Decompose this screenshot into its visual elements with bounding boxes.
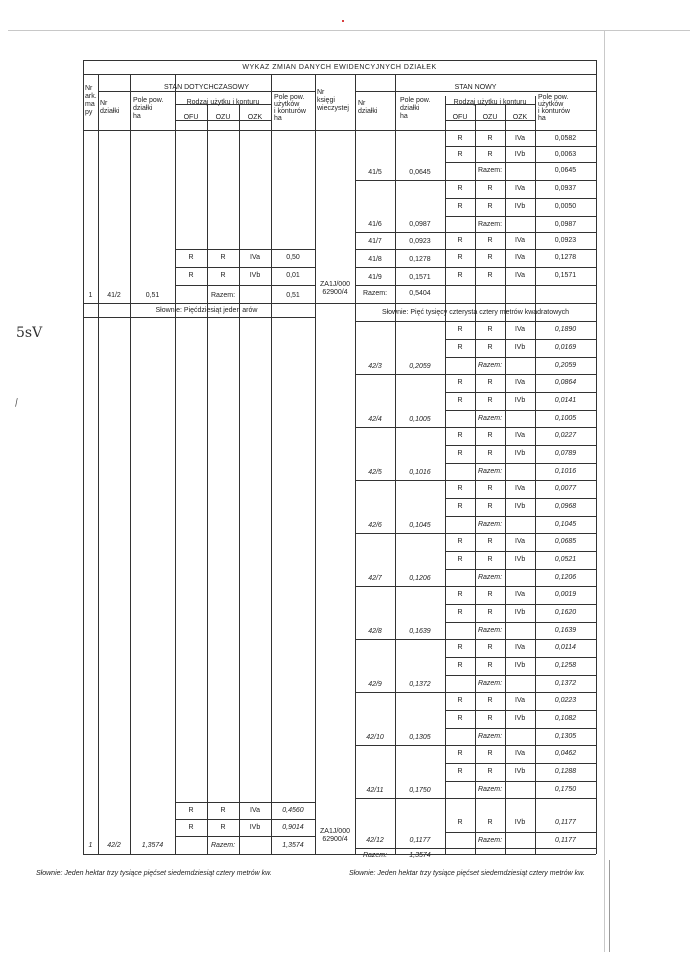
header-ozk: OZK — [247, 114, 263, 121]
header-nr-dzialki-new: Nr — [358, 100, 366, 107]
old2-uzytek-pole: 0,4560 — [282, 807, 304, 814]
new2-uzytek-pole: 0,0114 — [555, 644, 576, 651]
new-parcel-nr: 41/6 — [368, 221, 382, 228]
new2-razem-value: 0,1206 — [554, 574, 577, 581]
new2-razem-value: 0,1005 — [554, 415, 577, 422]
old-uzytek-pole: 0,01 — [286, 272, 300, 279]
new2-parcel-line — [355, 745, 596, 746]
column-line — [271, 74, 272, 854]
new2-razem-value: 0,1016 — [554, 468, 577, 475]
new2-parcel-pole: 0,1005 — [409, 416, 431, 423]
new2-uzytek-line — [445, 339, 596, 340]
new2-uzytek-pole: 0,0521 — [554, 556, 577, 563]
new2-uzytek-ofu: R — [457, 715, 463, 722]
new2-uzytek-ozk: IVb — [514, 397, 526, 404]
header-pole-pow: ha — [133, 113, 141, 120]
new2-razem-value: 0,1750 — [554, 786, 577, 793]
new2-uzytek-ozu: R — [487, 750, 493, 757]
new-uzytek-pole: 0,0063 — [554, 151, 577, 158]
old2-kw: ZA1J/000 — [320, 828, 350, 835]
slownie-old-1: Słownie: Pięćdziesiąt jeden arów — [155, 307, 258, 314]
new2-uzytek-pole: 0,1177 — [555, 819, 576, 826]
new2-uzytek-pole: 0,0685 — [554, 538, 577, 545]
new-parcel-nr: 41/7 — [368, 238, 382, 245]
new2-razem-value: 0,1372 — [554, 680, 577, 687]
new2-uzytek-ozk: IVa — [515, 432, 525, 439]
new-razem-label: Razem: — [477, 221, 503, 228]
new-uzytek-ozk: IVa — [515, 237, 525, 244]
new2-razem-label: Razem: — [477, 362, 503, 369]
new2-uzytek-ozk: IVb — [514, 715, 526, 722]
column-line — [98, 74, 99, 854]
new2-parcel-nr: 42/8 — [368, 628, 382, 635]
new2-uzytek-ozk: IVa — [515, 379, 525, 386]
old-uzytek-ozu: R — [220, 254, 226, 261]
new-parcel-line — [355, 232, 596, 233]
new2-uzytek-ozk: IVa — [515, 538, 525, 545]
new2-parcel-pole: 0,1750 — [409, 787, 431, 794]
column-line — [175, 74, 176, 854]
new-total-value: 0,5404 — [409, 290, 431, 297]
new2-uzytek-ozk: IVb — [514, 344, 526, 351]
old-ark: 1 — [88, 292, 93, 299]
new2-razem-value: 0,1305 — [554, 733, 577, 740]
new2-parcel-pole: 0,1639 — [409, 628, 431, 635]
header-nr-dzialki: działki — [100, 108, 120, 115]
new-uzytek-pole: 0,1571 — [554, 272, 577, 279]
new-uzytek-line — [445, 162, 596, 163]
new-uzytek-line — [445, 216, 596, 217]
new2-razem-label: Razem: — [477, 574, 503, 581]
new2-parcel-line — [355, 848, 596, 849]
new2-razem-label: Razem: — [477, 786, 503, 793]
new2-parcel-pole: 0,1016 — [409, 469, 431, 476]
column-line — [315, 74, 316, 854]
new-parcel-pole: 0,0987 — [409, 221, 431, 228]
new2-razem-label: Razem: — [477, 733, 503, 740]
new2-uzytek-ozk: IVa — [515, 326, 525, 333]
table-top-border — [83, 60, 596, 61]
new-razem-value: 0,0645 — [554, 167, 577, 174]
new2-uzytek-line — [445, 604, 596, 605]
header-nr-ark: ark. — [85, 93, 97, 100]
new2-parcel-line — [355, 374, 596, 375]
new2-parcel-nr: 42/9 — [368, 681, 382, 688]
new2-uzytek-ozu: R — [487, 397, 493, 404]
title-row-border — [83, 74, 596, 75]
old-uzytek-ofu: R — [188, 254, 194, 261]
new2-uzytek-pole: 0,1258 — [554, 662, 577, 669]
new2-razem-value: 0,1177 — [555, 837, 576, 844]
old-parcel-nr: 41/2 — [107, 292, 121, 299]
new2-uzytek-ozu: R — [487, 591, 493, 598]
header-pole-uzytkow: i konturów — [274, 108, 306, 115]
old-uzytek-line — [175, 267, 315, 268]
header-nr-dzialki-new: działki — [358, 108, 378, 115]
header-nr-dzialki: Nr — [100, 100, 108, 107]
new2-uzytek-ofu: R — [457, 503, 463, 510]
new2-uzytek-pole: 0,0864 — [554, 379, 577, 386]
new2-razem-value: 0,1639 — [554, 627, 577, 634]
header-pole-pow-new: Pole pow. — [400, 97, 431, 104]
new2-uzytek-ofu: R — [457, 644, 463, 651]
new2-uzytek-ozu: R — [487, 503, 493, 510]
new-parcel-pole: 0,1278 — [409, 256, 431, 263]
new-uzytek-ozu: R — [487, 237, 493, 244]
new2-parcel-line — [355, 798, 596, 799]
new2-uzytek-line — [445, 551, 596, 552]
new2-parcel-nr: 42/12 — [366, 837, 384, 844]
new2-uzytek-ozu: R — [487, 768, 493, 775]
header-pole-pow-new: działki — [400, 105, 420, 112]
new2-uzytek-ozk: IVb — [514, 768, 526, 775]
new2-uzytek-line — [445, 392, 596, 393]
new-parcel-nr: 41/5 — [368, 169, 382, 176]
new2-parcel-pole: 0,1177 — [409, 837, 431, 844]
new2-uzytek-ofu: R — [457, 750, 463, 757]
new2-uzytek-ozu: R — [487, 432, 493, 439]
new2-uzytek-line — [445, 675, 596, 676]
new2-uzytek-ofu: R — [457, 379, 463, 386]
new2-uzytek-line — [445, 357, 596, 358]
new2-uzytek-ofu: R — [457, 485, 463, 492]
old2-uzytek-line — [175, 836, 315, 837]
new2-total-value: 1,3574 — [409, 852, 431, 859]
new-parcel-line — [355, 267, 596, 268]
new-parcel-pole: 0,0923 — [409, 238, 431, 245]
page-edge-right-lower — [609, 860, 610, 952]
old2-uzytek-ofu: R — [188, 824, 194, 831]
new2-uzytek-ofu: R — [457, 662, 463, 669]
header-stan-dotychczasowy: STAN DOTYCHCZASOWY — [163, 84, 250, 91]
old-kw: ZA1J/000 — [320, 281, 350, 288]
new-uzytek-line — [445, 146, 596, 147]
old2-uzytek-line — [175, 802, 315, 803]
new-uzytek-pole: 0,0937 — [554, 185, 577, 192]
new2-uzytek-line — [445, 832, 596, 833]
new2-razem-value: 0,1045 — [554, 521, 577, 528]
new2-uzytek-line — [445, 763, 596, 764]
new2-parcel-nr: 42/4 — [368, 416, 382, 423]
new2-uzytek-pole: 0,0169 — [554, 344, 577, 351]
new2-uzytek-line — [445, 657, 596, 658]
new-uzytek-ofu: R — [457, 135, 463, 142]
new2-razem-label: Razem: — [477, 521, 503, 528]
new2-uzytek-pole: 0,0141 — [554, 397, 577, 404]
new2-uzytek-ofu: R — [457, 538, 463, 545]
new-uzytek-ozu: R — [487, 151, 493, 158]
new-uzytek-ozk: IVa — [515, 254, 525, 261]
header-ofu: OFU — [183, 114, 199, 121]
table-right-border — [596, 60, 597, 854]
page-edge-right — [604, 30, 605, 952]
new2-parcel-line — [355, 480, 596, 481]
header-pole-uzytkow: ha — [274, 115, 282, 122]
new2-uzytek-ofu: R — [457, 450, 463, 457]
new2-uzytek-ozu: R — [487, 556, 493, 563]
new2-uzytek-line — [445, 498, 596, 499]
table-bottom-border — [83, 854, 596, 855]
new-parcel-nr: 41/9 — [368, 274, 382, 281]
new2-parcel-line — [355, 692, 596, 693]
new2-uzytek-line — [445, 728, 596, 729]
new-uzytek-ozk: IVa — [515, 272, 525, 279]
header-ofu-new: OFU — [452, 114, 468, 121]
new-parcel-line — [355, 249, 596, 250]
new-uzytek-ofu: R — [457, 203, 463, 210]
new2-uzytek-pole: 0,0077 — [554, 485, 577, 492]
new2-uzytek-ofu: R — [457, 768, 463, 775]
new2-parcel-nr: 42/3 — [368, 363, 382, 370]
page-edge-top — [8, 30, 690, 31]
header-pole-uzytkow: użytków — [274, 101, 300, 108]
new-uzytek-line — [445, 198, 596, 199]
slownie-new-1: Słownie: Pięć tysięcy czterysta cztery metrów kwadratowych — [381, 309, 570, 316]
new2-uzytek-pole: 0,0789 — [554, 450, 577, 457]
new-uzytek-ofu: R — [457, 272, 463, 279]
new-uzytek-ozu: R — [487, 185, 493, 192]
new2-razem-label: Razem: — [477, 468, 503, 475]
new2-uzytek-ozk: IVb — [514, 556, 526, 563]
column-line — [239, 112, 240, 854]
new2-uzytek-ozu: R — [487, 344, 493, 351]
slownie-old-2: Słownie: Jeden hektar trzy tysiące pięćset siedemdziesiąt cztery metrów kw. — [36, 870, 272, 877]
new2-uzytek-pole: 0,0462 — [554, 750, 577, 757]
new2-uzytek-line — [445, 463, 596, 464]
new2-uzytek-ofu: R — [457, 819, 463, 826]
new2-uzytek-ofu: R — [457, 591, 463, 598]
new-uzytek-ofu: R — [457, 185, 463, 192]
new2-uzytek-ozu: R — [487, 644, 493, 651]
new2-total-label: Razem: — [362, 852, 388, 859]
new2-parcel-pole: 0,1372 — [409, 681, 431, 688]
new2-uzytek-ozk: IVb — [514, 662, 526, 669]
new2-uzytek-ozu: R — [487, 715, 493, 722]
new2-uzytek-ozu: R — [487, 485, 493, 492]
new-total-label: Razem: — [362, 290, 388, 297]
new2-uzytek-ofu: R — [457, 697, 463, 704]
new2-uzytek-ozu: R — [487, 662, 493, 669]
new2-razem-label: Razem: — [477, 837, 503, 844]
new2-uzytek-ozk: IVa — [515, 750, 525, 757]
new-uzytek-ozk: IVa — [515, 135, 525, 142]
new-uzytek-ozk: IVb — [514, 203, 526, 210]
new2-uzytek-ozu: R — [487, 326, 493, 333]
section2-top-new — [355, 321, 596, 322]
header-ozu-new: OZU — [482, 114, 498, 121]
new2-uzytek-pole: 0,0227 — [554, 432, 577, 439]
header-pole-uzytkow-new: i konturów — [538, 108, 570, 115]
new2-uzytek-ofu: R — [457, 609, 463, 616]
old2-uzytek-pole: 0,9014 — [282, 824, 304, 831]
header-rodzaj-new: Rodzaj użytku i konturu — [453, 99, 527, 106]
header-nr-ark: ma — [85, 101, 95, 108]
new2-uzytek-ofu: R — [457, 556, 463, 563]
new2-parcel-pole: 0,2059 — [409, 363, 431, 370]
new2-parcel-line — [355, 639, 596, 640]
header-nr-ark: Nr — [85, 85, 93, 92]
old2-kw: 62900/4 — [322, 836, 348, 843]
old2-razem-label: Razem: — [210, 842, 236, 849]
header-pole-pow: działki — [133, 105, 153, 112]
new2-uzytek-line — [445, 516, 596, 517]
section1-bottom — [83, 303, 596, 304]
new2-razem-value: 0,2059 — [554, 362, 577, 369]
new2-uzytek-ozu: R — [487, 538, 493, 545]
new-uzytek-ofu: R — [457, 254, 463, 261]
old2-uzytek-ofu: R — [188, 807, 194, 814]
old2-uzytek-ozk: IVa — [250, 807, 260, 814]
old-uzytek-ofu: R — [188, 272, 194, 279]
new2-razem-label: Razem: — [477, 680, 503, 687]
new2-uzytek-ozk: IVb — [514, 503, 526, 510]
new2-uzytek-ozk: IVb — [514, 819, 526, 826]
new2-uzytek-ozk: IVa — [515, 644, 525, 651]
new2-uzytek-ozu: R — [487, 697, 493, 704]
new2-uzytek-ozk: IVa — [515, 485, 525, 492]
new-uzytek-ozk: IVa — [515, 185, 525, 192]
header-rodzaj: Rodzaj użytku i konturu — [186, 99, 260, 106]
table-left-border — [83, 60, 84, 854]
header-bottom-border — [83, 130, 596, 131]
new2-uzytek-pole: 0,1620 — [554, 609, 577, 616]
old2-razem-value: 1,3574 — [282, 842, 304, 849]
ink-dot — [342, 20, 344, 22]
new2-razem-label: Razem: — [477, 415, 503, 422]
old-kw: 62900/4 — [322, 289, 348, 296]
old2-uzytek-line — [175, 819, 315, 820]
old2-uzytek-ozk: IVb — [249, 824, 261, 831]
new2-uzytek-pole: 0,0019 — [554, 591, 577, 598]
new2-parcel-pole: 0,1305 — [409, 734, 431, 741]
header-ksiega: wieczystej — [317, 105, 349, 112]
new2-uzytek-ozu: R — [487, 609, 493, 616]
new2-parcel-nr: 42/5 — [368, 469, 382, 476]
old-uzytek-line — [175, 285, 315, 286]
old-parcel-pole: 0,51 — [145, 292, 160, 299]
new2-uzytek-pole: 0,1288 — [554, 768, 577, 775]
new-uzytek-pole: 0,0050 — [554, 203, 577, 210]
old2-parcel-nr: 42/2 — [107, 842, 121, 849]
new2-parcel-nr: 42/10 — [366, 734, 384, 741]
header-ozk-new: OZK — [512, 114, 528, 121]
new2-uzytek-ozu: R — [487, 819, 493, 826]
new-uzytek-pole: 0,1278 — [554, 254, 577, 261]
new2-parcel-nr: 42/6 — [368, 522, 382, 529]
new-parcel-pole: 0,1571 — [409, 274, 431, 281]
new-parcel-line — [355, 180, 596, 181]
new2-uzytek-pole: 0,0223 — [554, 697, 577, 704]
new2-uzytek-ofu: R — [457, 344, 463, 351]
header-pole-pow: Pole pow. — [133, 97, 164, 104]
header-pole-uzytkow-new: użytków — [538, 101, 564, 108]
old2-ark: 1 — [88, 842, 93, 849]
margin-note: 5sV — [16, 325, 43, 341]
document-title: WYKAZ ZMIAN DANYCH EWIDENCYJNYCH DZIAŁEK — [242, 64, 437, 71]
new2-parcel-nr: 42/7 — [368, 575, 382, 582]
new2-uzytek-pole: 0,0968 — [554, 503, 577, 510]
new-uzytek-ozu: R — [487, 272, 493, 279]
new2-uzytek-line — [445, 410, 596, 411]
new2-parcel-line — [355, 533, 596, 534]
header-ksiega: Nr — [317, 89, 325, 96]
new2-uzytek-pole: 0,1082 — [554, 715, 577, 722]
header-pole-uzytkow-new: Pole pow. — [538, 94, 569, 101]
old-uzytek-pole: 0,50 — [286, 254, 300, 261]
new-uzytek-ofu: R — [457, 151, 463, 158]
new-uzytek-ozk: IVb — [514, 151, 526, 158]
new2-parcel-pole: 0,1206 — [409, 575, 431, 582]
new-razem-value: 0,0987 — [554, 221, 577, 228]
new2-uzytek-ofu: R — [457, 397, 463, 404]
new2-uzytek-line — [445, 445, 596, 446]
new2-uzytek-ozk: IVa — [515, 697, 525, 704]
new2-uzytek-ofu: R — [457, 432, 463, 439]
old2-uzytek-ozu: R — [220, 807, 226, 814]
new-uzytek-pole: 0,0582 — [554, 135, 577, 142]
new-uzytek-ozu: R — [487, 203, 493, 210]
new2-uzytek-ozk: IVb — [514, 609, 526, 616]
new-uzytek-ozu: R — [487, 254, 493, 261]
new2-uzytek-ofu: R — [457, 326, 463, 333]
new-parcel-line — [355, 285, 596, 286]
new-parcel-nr: 41/8 — [368, 256, 382, 263]
new-parcel-pole: 0,0645 — [409, 169, 431, 176]
old2-parcel-pole: 1,3574 — [141, 842, 164, 849]
new2-uzytek-line — [445, 569, 596, 570]
new2-uzytek-ozu: R — [487, 379, 493, 386]
column-line — [130, 74, 131, 854]
column-line — [207, 112, 208, 854]
new2-uzytek-ozk: IVa — [515, 591, 525, 598]
new2-uzytek-line — [445, 710, 596, 711]
old-uzytek-ozu: R — [220, 272, 226, 279]
new2-uzytek-ozk: IVb — [514, 450, 526, 457]
new2-parcel-nr: 42/11 — [366, 787, 384, 794]
header-stan-nowy: STAN NOWY — [454, 84, 497, 91]
header-ozu: OZU — [215, 114, 231, 121]
new2-parcel-pole: 0,1045 — [409, 522, 431, 529]
margin-tick: ⁄ — [14, 398, 20, 409]
new2-parcel-line — [355, 427, 596, 428]
new2-uzytek-line — [445, 781, 596, 782]
header-pole-uzytkow: Pole pow. — [274, 94, 305, 101]
new-razem-label: Razem: — [477, 167, 503, 174]
slownie-new-2: Słownie: Jeden hektar trzy tysiące pięćset siedemdziesiąt cztery metrów kw. — [349, 870, 585, 877]
new-uzytek-ofu: R — [457, 237, 463, 244]
old2-uzytek-ozu: R — [220, 824, 226, 831]
new2-parcel-line — [355, 586, 596, 587]
new2-uzytek-line — [445, 622, 596, 623]
new-uzytek-ozu: R — [487, 135, 493, 142]
new2-uzytek-ozu: R — [487, 450, 493, 457]
header-pole-pow-new: ha — [400, 113, 408, 120]
old-razem-value: 0,51 — [286, 292, 300, 299]
old-uzytek-ozk: IVb — [249, 272, 261, 279]
section2-top-old — [83, 317, 315, 318]
new-uzytek-pole: 0,0923 — [554, 237, 577, 244]
new2-razem-label: Razem: — [477, 627, 503, 634]
header-pole-uzytkow-new: ha — [538, 115, 546, 122]
header-nr-ark: py — [85, 109, 93, 116]
old-uzytek-line — [175, 249, 315, 250]
old-uzytek-ozk: IVa — [250, 254, 260, 261]
header-ksiega: księgi — [317, 97, 335, 104]
old-razem-label: Razem: — [210, 292, 236, 299]
new2-uzytek-pole: 0,1890 — [554, 326, 577, 333]
